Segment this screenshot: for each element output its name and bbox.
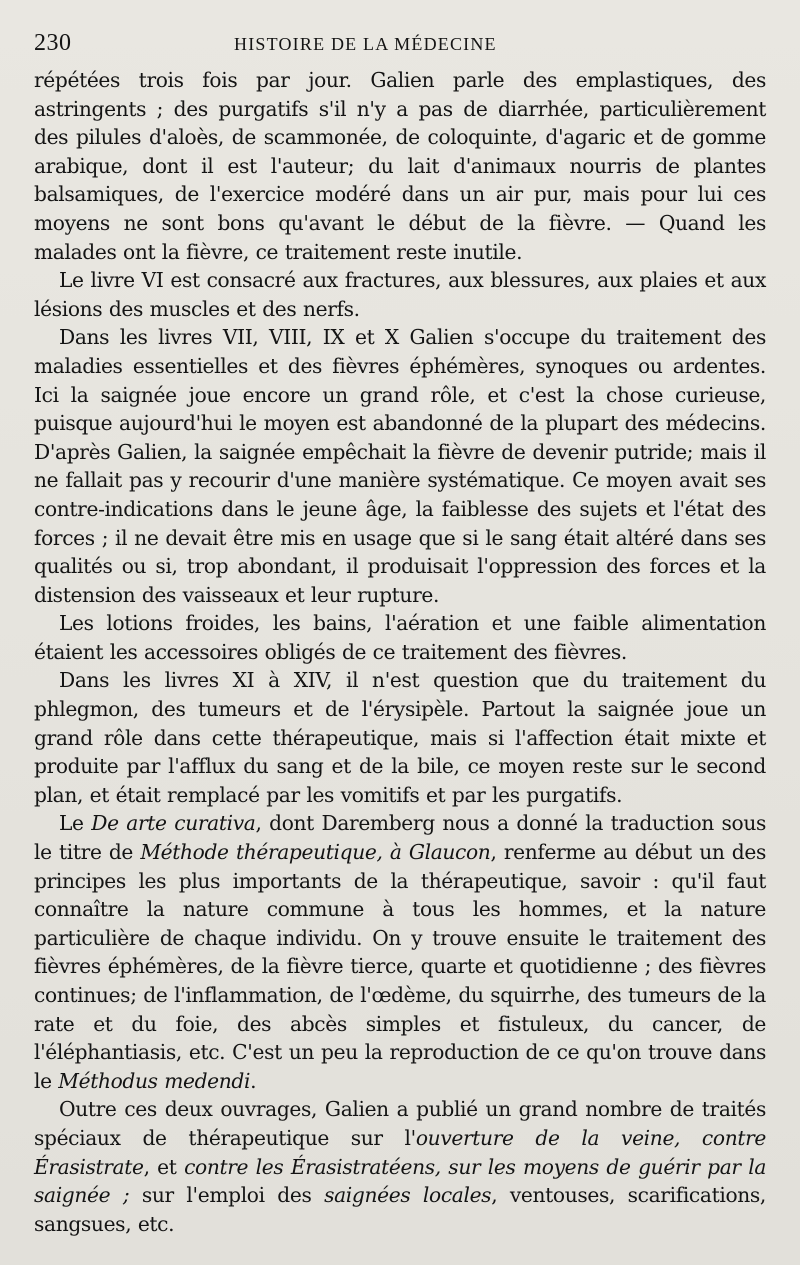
- title-saignees-locales: saignées locales: [324, 1183, 492, 1208]
- title-contre-erasistrateens: contre les Érasistratéens, sur les moyens de guérir par la saignée ;: [34, 1154, 767, 1208]
- paragraph-livres-xi-xiv: Dans les livres XI à XIV, il n'est question que du traitement du phlegmon, des tumeurs et de l'érysipèle. Partout la saignée joue un grand rôle dans cette thérapeutique, mais si l'affection était mixte et produite par l'afflux du sang et de la bile, ce moyen reste sur le second plan, et était remplacé par les vomitifs et par les purgatifs.: [34, 668, 766, 807]
- title-ouverture-veine: ouverture de la veine, contre Érasistrate: [34, 1125, 766, 1179]
- title-methode-therapeutique: Méthode thérapeutique, à Glaucon: [140, 840, 491, 865]
- running-head: [34, 26, 766, 66]
- page-number: 230: [34, 30, 72, 56]
- paragraph-galien-remedies: répétées trois fois par jour. Galien parle des emplastiques, des astringents ; des purgatifs s'il n'y a pas de diarrhée, particulièrement des pilules d'aloès, de scammonée, de coloquinte, d'agaric et de gomme arabique, dont il est l'auteur; du lait d'animaux nourris de plantes balsamiques, de l'exercice modéré dans un air pur, mais pour lui ces moyens ne sont bons qu'avant le début de la fièvre. — Quand les malades ont la fièvre, ce traitement reste inutile.: [34, 68, 766, 264]
- paragraph-livres-vii-x: Dans les livres VII, VIII, IX et X Galien s'occupe du traitement des maladies essentielles et des fièvres éphémères, synoques ou ardentes. Ici la saignée joue encore un grand rôle, et c'est la chose curieuse, puisque aujourd'hui le moyen est abandonné de la plupart des médecins. D'après Galien, la saignée empêchait la fièvre de devenir putride; mais il ne fallait pas y recourir d'une manière systématique. Ce moyen avait ses contre-indications dans le jeune âge, la faiblesse des sujets et l'état des forces ; il ne devait être mis en usage que si le sang était altéré dans ses qualités ou si, trop abondant, il produisait l'oppression des forces et la distension des vaisseaux et leur rupture.: [34, 325, 766, 607]
- paragraph-lotions: Les lotions froides, les bains, l'aération et une faible alimentation étaient les accessoires obligés de ce traitement des fièvres.: [34, 611, 766, 664]
- paragraph-traites-speciaux: Outre ces deux ouvrages, Galien a publié un grand nombre de traités spéciaux de thérapeutique sur l'ouverture de la veine, contre Érasistrate, et contre les Érasistratéens, sur les moyens de guérir par la saignée ; sur l'emploi des saignées locales, ventouses, scarifications, sangsues, etc.: [34, 1097, 767, 1236]
- running-title: HISTOIRE DE LA MÉDECINE: [234, 34, 497, 54]
- body-text: [34, 66, 766, 1238]
- title-methodus-medendi: Méthodus medendi: [58, 1068, 251, 1093]
- title-de-arte-curativa: De arte curativa: [91, 811, 256, 836]
- paragraph-livre-vi: Le livre VI est consacré aux fractures, aux blessures, aux plaies et aux lésions des muscles et des nerfs.: [34, 268, 766, 321]
- paragraph-de-arte-curativa: Le De arte curativa, dont Daremberg nous a donné la traduction sous le titre de Méthode thérapeutique, à Glaucon, renferme au début un des principes les plus importants de la thérapeutique, savoir : qu'il faut connaître la nature commune à tous les hommes, et la nature particulière de chaque individu. On y trouve ensuite le traitement des fièvres éphémères, de la fièvre tierce, quarte et quotidienne ; des fièvres continues; de l'inflammation, de l'œdème, du squirrhe, des tumeurs de la rate et du foie, des abcès simples et fistuleux, du cancer, de l'éléphantiasis, etc. C'est un peu la reproduction de ce qu'on trouve dans le Méthodus medendi.: [34, 811, 766, 1093]
